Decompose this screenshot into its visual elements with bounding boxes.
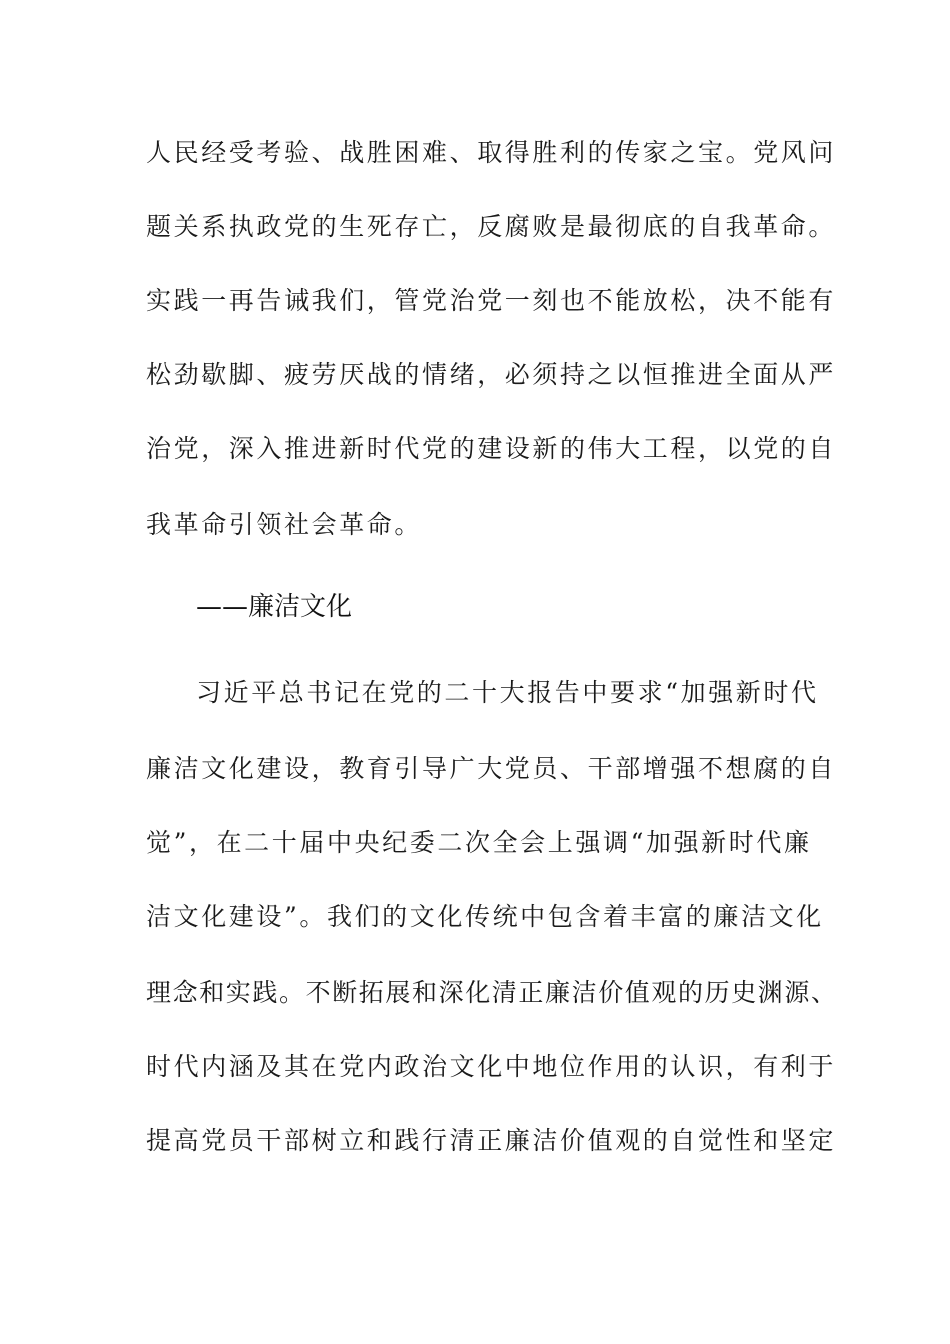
paragraph-line: 廉洁文化建设，教育引导广大党员、干部增强不想腐的自 (146, 754, 837, 783)
paragraph-line: 理念和实践。不断拓展和深化清正廉洁价值观的历史渊源、 (146, 978, 838, 1007)
paragraph-line: 习近平总书记在党的二十大报告中要求“加强新时代 (196, 678, 819, 707)
paragraph-line: 实践一再告诫我们，管党治党一刻也不能放松，决不能有 (146, 286, 837, 315)
section-heading: ——廉洁文化 (196, 592, 353, 622)
paragraph-line: 觉”，在二十届中央纪委二次全会上强调“加强新时代廉 (146, 828, 812, 857)
paragraph-line: 题关系执政党的生死存亡，反腐败是最彻底的自我革命。 (146, 212, 837, 241)
paragraph-line: 洁文化建设”。我们的文化传统中包含着丰富的廉洁文化 (146, 902, 824, 931)
paragraph-line: 提高党员干部树立和践行清正廉洁价值观的自觉性和坚定 (146, 1126, 837, 1155)
paragraph-line: 我革命引领社会革命。 (146, 510, 423, 539)
paragraph-line: 治党，深入推进新时代党的建设新的伟大工程，以党的自 (146, 434, 837, 463)
paragraph-line: 人民经受考验、战胜困难、取得胜利的传家之宝。党风问 (146, 138, 837, 167)
paragraph-line: 时代内涵及其在党内政治文化中地位作用的认识，有利于 (146, 1052, 837, 1081)
paragraph-line: 松劲歇脚、疲劳厌战的情绪，必须持之以恒推进全面从严 (146, 360, 837, 389)
